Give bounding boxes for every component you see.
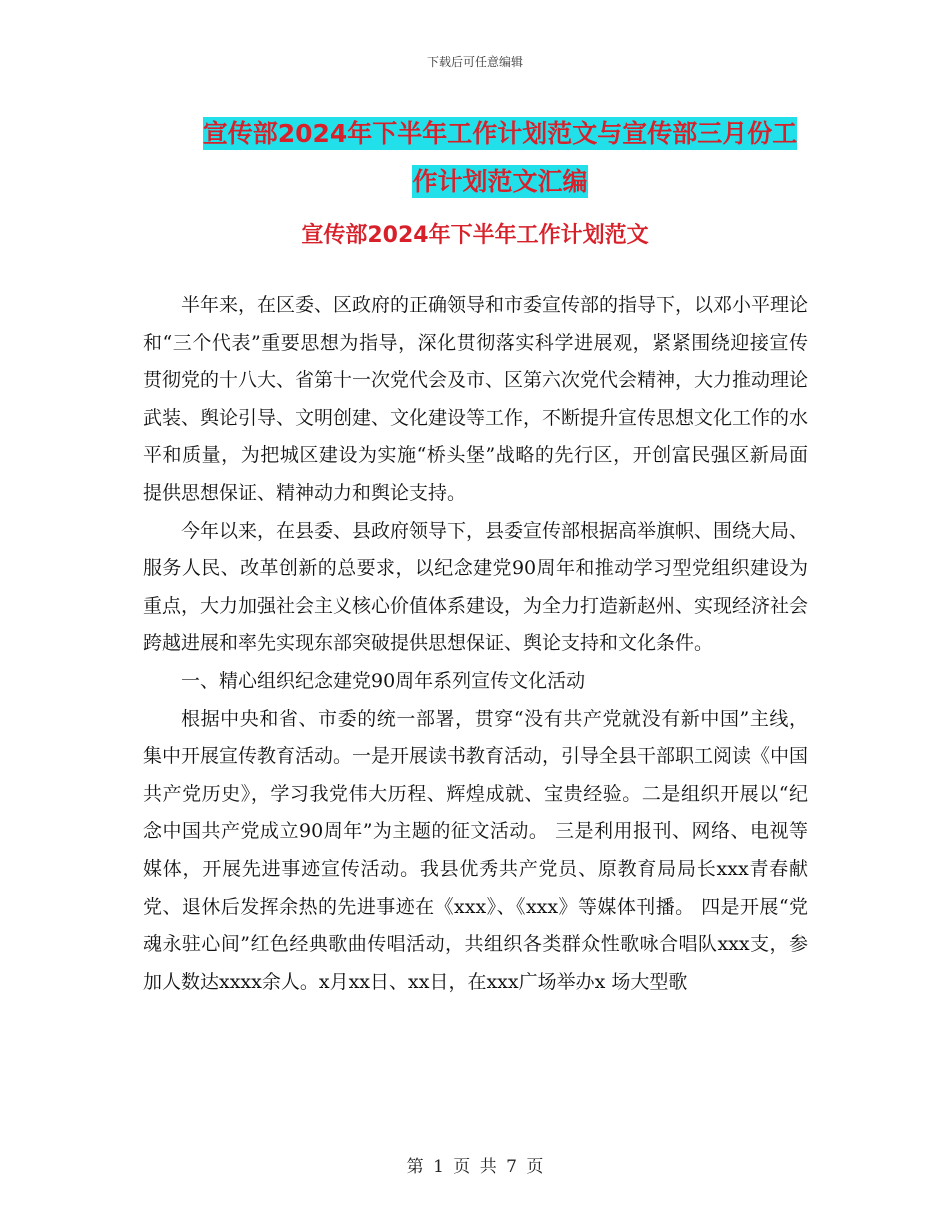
paragraph: 根据中央和省、市委的统一部署，贯穿“没有共产党就没有新中国”主线，集中开展宣传教育活动。一是开展读书教育活动，引导全县干部职工阅读《中国共产党历史》，学习我党伟大历程、辉煌成就、宝贵经验。二是组织开展以“纪念中国共产党成立90周年”为主题的征文活动。 三是利用报刊、网络、电视等媒体，开展先进事迹宣传活动。我县优秀共产党员、原教育局局长xxx青春献党、退休后发挥余热的先进事迹在《xxx》、《xxx》等媒体刊播。 四是开展“党魂永驻心间”红色经典歌曲传唱活动，共组织各类群众性歌咏合唱队xxx支，参加人数达xxxx余人。x月xx日、xx日，在xxx广场举办x 场大型歌 (143, 707, 809, 993)
document-title (140, 110, 860, 206)
header-note: 下载后可任意编辑 (426, 55, 523, 69)
title-line-1: 宣传部2024年下半年工作计划范文与宣传部三月份工 (202, 119, 798, 148)
section-title: 宣传部2024年下半年工作计划范文 (301, 223, 649, 248)
paragraph: 今年以来，在县委、县政府领导下，县委宣传部根据高举旗帜、围绕大局、服务人民、改革创新的总要求，以纪念建党90周年和推动学习型党组织建设为重点，大力加强社会主义核心价值体系建设，为全力打造新赵州、实现经济社会跨越进展和率先实现东部突破提供思想保证、舆论支持和文化条件。 (143, 519, 809, 655)
section-heading: 一、精心组织纪念建党90周年系列宣传文化活动 (181, 669, 586, 692)
page-number: 第 1 页 共 7 页 (406, 1157, 544, 1177)
document-body (143, 287, 808, 1001)
title-line-2: 作计划范文汇编 (412, 167, 588, 196)
paragraph: 半年来，在区委、区政府的正确领导和市委宣传部的指导下，以邓小平理论和“三个代表”重要思想为指导，深化贯彻落实科学进展观，紧紧围绕迎接宣传贯彻党的十八大、省第十一次党代会及市、区第六次党代会精神，大力推动理论武装、舆论引导、文明创建、文化建设等工作，不断提升宣传思想文化工作的水平和质量，为把城区建设为实施“桥头堡”战略的先行区，开创富民强区新局面提供思想保证、精神动力和舆论支持。 (143, 294, 809, 504)
